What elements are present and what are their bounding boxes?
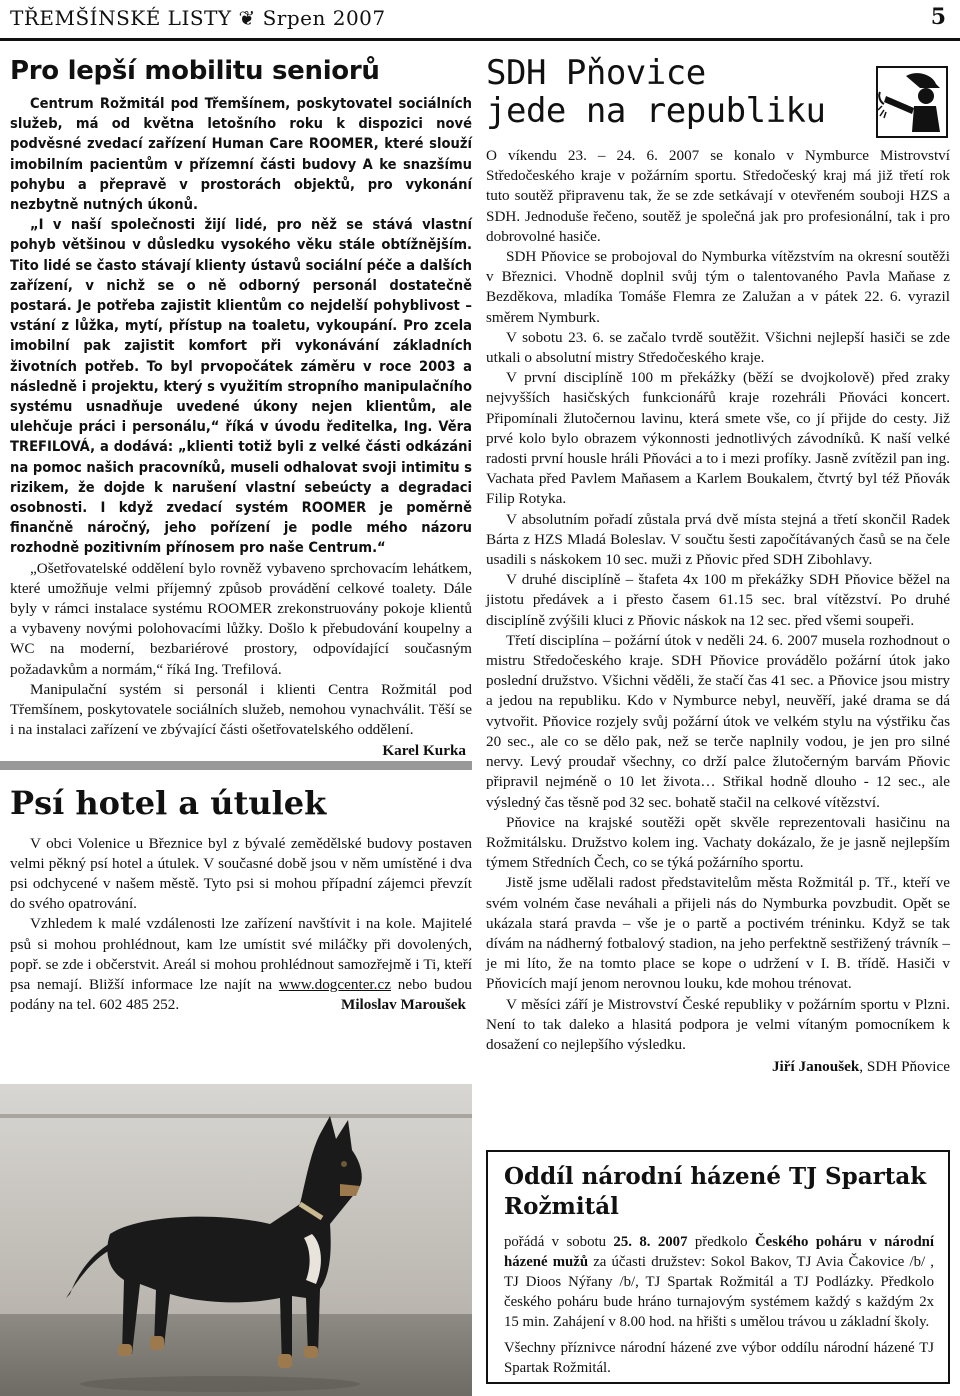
firefighter-icon xyxy=(876,66,948,138)
author-signature: Karel Kurka xyxy=(382,741,466,759)
article-title-mobility: Pro lepší mobilitu seniorů xyxy=(10,56,380,86)
article-paragraph: Vzhledem k malé vzdálenosti lze zařízení navštívit i na kole. Majitelé psů si mohou prohlédnout, kam lze umístit své miláčky při dovolených, popř. se zde i občerstvit. Areál si mohou prohlédnout samozřejmě i Ti, kteří psa nemají. Bližší informace lze najít na www.dogcenter.cz nebo budou podány na tel. 602 485 252. Miloslav Maroušek xyxy=(10,914,472,1015)
dogcenter-link[interactable]: www.dogcenter.cz xyxy=(278,975,391,993)
sdh-paragraph: Pňovice na krajské soutěži opět skvěle reprezentovali hasičinu na Rožmitálsku. Družstvo kolem ing. Vachaty dokázalo, že je jasně nejlepším týmem Středních Čech, co se týká požárního sportu. xyxy=(486,813,950,872)
author-signature: Miloslav Maroušek xyxy=(340,996,466,1014)
section-divider xyxy=(0,761,472,770)
sdh-paragraph: Třetí disciplína – požární útok v neděli 24. 6. 2007 musela rozhodnout o mistru Středočeského kraje. SDH Pňovice provádělo požární útok jako poslední družstvo. Všichni věděli, že stačí čas 41 sec. a Pňovice jsou mistry a jedou na republiku. Kdo v Nymburce nebyl, neuvěří, jaké drama se dá vytvořit. Pňovice rozjely svůj požární útok ve velkém stylu na výstřiku čas 20 sec., ale co se dělo pak, než se terče naplnily vodou, je jen pro silné nervy. Levý proudař všechny, co drží palce žlutočerným barvám Pňovic připravil nejméně o 10 let života… Střikal hodně dlouho - 12 sec., ale výsledný čas těsně pod 32 sec. bohatě stačil na celkové vítězství. xyxy=(486,631,950,811)
newspaper-title: TŘEMŠÍNSKÉ LISTY ❦ Srpen 2007 xyxy=(10,6,386,30)
dog-photo xyxy=(0,1084,472,1396)
article-title-sdh-line1: SDH Pňovice xyxy=(486,53,706,93)
author-signature: Jiří Janoušek xyxy=(771,1058,860,1076)
sdh-paragraph: V měsíci září je Mistrovství České republiky v požárním sportu v Plzni. Není to tak daleko a hlasitá podpora je velmi vítaným pomocníkem k dosažení co nejlepšího výsledku. xyxy=(486,995,950,1053)
sdh-paragraph: SDH Pňovice se probojoval do Nymburka vítězstvím na okresní soutěži v Březnici. Vhodně doplnil svůj tým o talentovaného Pavla Maňase z Bezděkova, mladíka Tomáše Flemra ze Zalužan a v pátek 22. 6. vyrazil směrem Nymburk. xyxy=(486,248,950,326)
page-header xyxy=(0,0,960,42)
article-paragraph: V obci Volenice u Březnice byl z bývalé zemědělské budovy postaven velmi pěkný psí hotel a útulek. V současné době jsou v něm umístěné i dva psi odchycené v našem městě. Tyto psi si mohou případní zájemci převzít do svého opatrování. xyxy=(10,834,472,913)
sdh-paragraph: V sobotu 23. 6. se začalo tvrdě soutěžit. Všichni nejlepší hasiči se zde utkali o absolutní mistry Středočeského kraje. xyxy=(486,328,950,367)
right-column xyxy=(486,54,950,1077)
left-column xyxy=(10,54,472,1015)
article-paragraph: „Ošetřovatelské oddělení bylo rovněž vybaveno sprchovacím lehátkem, které umožňuje velmi příjemný způsob provádění celkové toalety. Dále byly v rámci instalace systému ROOMER zrekonstruovány pokoje klientů a vybaveny novými polohovacími lůžky. Došlo k přebudování koupelny a WC na moderní, bezbariérové prostory, odpovídající současným požadavkům a normám,“ říká Ing. Trefilová. xyxy=(10,559,472,678)
sdh-paragraph: V druhé disciplíně – štafeta 4x 100 m překážky SDH Pňovice běžel na jistotu předávek a i přesto časem 61.15 sec. bral vítězství. Po druhé disciplíně zvýšili kluci z Pňovic náskok na 12 sec. před všemi soupeři. xyxy=(486,571,950,629)
handball-paragraph: pořádá v sobotu 25. 8. 2007 předkolo Českého poháru v národní házené mužů za účasti družstev: Sokol Bakov, TJ Avia Čakovice /b/ , TJ Dioos Nýřany /b/, TJ Spartak Rožmitál a TJ Podlázky. Předkolo českého poháru bude hráno turnajovým systémem každý s každým 2x 15 min. Zahájení v 8.00 hod. na hřišti s umělou trávou u základní školy. xyxy=(504,1234,935,1330)
article-quote: „I v naší společnosti žijí lidé, pro něž se stává vlastní pohyb většinou v důsledku vysokého věku stále obtížnějším. Tito lidé se často stávají klienty ústavů sociální péče a dalších zařízení, v nichž se o ně odborný personál dostatečně postará. Je potřeba zajistit klientům co nejdelší pohyblivost – vstání z lůžka, mytí, přístup na toaletu, vykoupání. Pro zcela imobilní pak zajistit komfort při vykonávání základních životních potřeb. To byl prvopočátek záměru v roce 2003 a následně i projektu, který s využitím stropního manipulačního systému usnadňuje uvedené úkony nejen klientům, ale ulehčuje práci i personálu,“ říká v úvodu ředitelka, Ing. Věra TREFILOVÁ, a dodává: „klienti totiž byli z velké části odkázáni na pomoc našich pracovníků, museli odhalovat svoji intimitu s rizikem, že dojde k narušení vlastní sebeúcty a degradaci osobnosti. I když zvedací systém ROOMER je poměrně finančně náročný, jeho pořízení je podle mého názoru rozhodně pozitivním přínosem pro naše Centrum.“ xyxy=(10,216,472,557)
handball-title: Oddíl národní házené TJ Spartak Rožmitál xyxy=(504,1163,927,1220)
handball-box xyxy=(486,1150,950,1384)
sdh-paragraph: O víkendu 23. – 24. 6. 2007 se konalo v Nymburce Mistrovství Středočeského kraje v požárním sportu. Středočeský kraj má již třetí rok tuto soutěž připravenu tak, že se zde setkávají v otevřeném souboji HZS a SDH. Jednoduše řečeno, soutěž je společná jak pro profesionální, tak i pro dobrovolné hasiče. xyxy=(486,147,950,245)
handball-paragraph: Všechny příznivce národní házené zve výbor oddílu národní házené TJ Spartak Rožmitál. xyxy=(504,1340,934,1376)
sdh-signature-line: Jiří Janoušek, SDH Pňovice xyxy=(771,1058,950,1076)
article-title-sdh-line2: jede na republiku xyxy=(486,91,826,131)
article-paragraph: Manipulační systém si personál i klienti Centra Rožmitál pod Třemšínem, poskytovatele sociálních služeb, nemohou vynachválit. Těší se i na instalaci zařízení ve zbývající části ošetřovatelského oddělení. Karel Kurka xyxy=(10,680,472,741)
dog-illustration xyxy=(0,1084,472,1396)
header-rule xyxy=(0,38,960,41)
article-lead: Centrum Rožmitál pod Třemšínem, poskytovatel sociálních služeb, má od května letošního roku k dispozici nové podvěsné zvedací zařízení Human Care ROOMER, které slouží imobilním pacientům v přízemní části budovy A ke snazšímu pohybu a přepravě v prostorách objektů, pro vykonání nezbytně nutných úkonů. xyxy=(10,95,472,214)
sdh-paragraph: V absolutním pořadí zůstala prvá dvě místa stejná a třetí skončil Radek Bárta z HZS Mladá Boleslav. V součtu šesti započítávaných časů se na čele usadili s náskokem 10 sec. muži z Pňovic před SDH Zibohlavy. xyxy=(486,510,950,569)
sdh-paragraph: Jistě jsme udělali radost představitelům města Rožmitál p. Tř., kteří ve svém volném čase neváhali a přijeli nás do Nymburka povzbudit. Opět se ukázala stará pravda – vše je o partě a poctivém tréninku. Když se tak dívám na nádherný fotbalový stadion, na jeho perfektně sestřižený trávník – je mi líto, že na tomto place se kope o udržení v I. B. třídě. Hasiči v Pňovicích mají jenom nerovnou louku, kde mohou trénovat. xyxy=(486,874,950,993)
article-title-dog: Psí hotel a útulek xyxy=(10,783,327,822)
page-number: 5 xyxy=(930,4,946,30)
sdh-paragraph: V první disciplíně 100 m překážky (běží se dvojkolově) před zraky nejvyšších hasičských funkcionářů kraje rozehráli Pňováci koncert. Připomínali žlutočernou lavinu, která smete vše, co jí přijde do cesty. Již prvé kolo bylo obrazem výkonnosti jednotlivých závodníků. K naší velké radosti první housle hráli Pňováci a to i mezi profíky. Jasně zvítězil pan ing. Vachata před Pavlem Maňasem a Karlem Boukalem, čtvrtý byl též Pňovák Filip Rotyka. xyxy=(486,369,950,508)
sdh-article-body xyxy=(486,146,950,1055)
